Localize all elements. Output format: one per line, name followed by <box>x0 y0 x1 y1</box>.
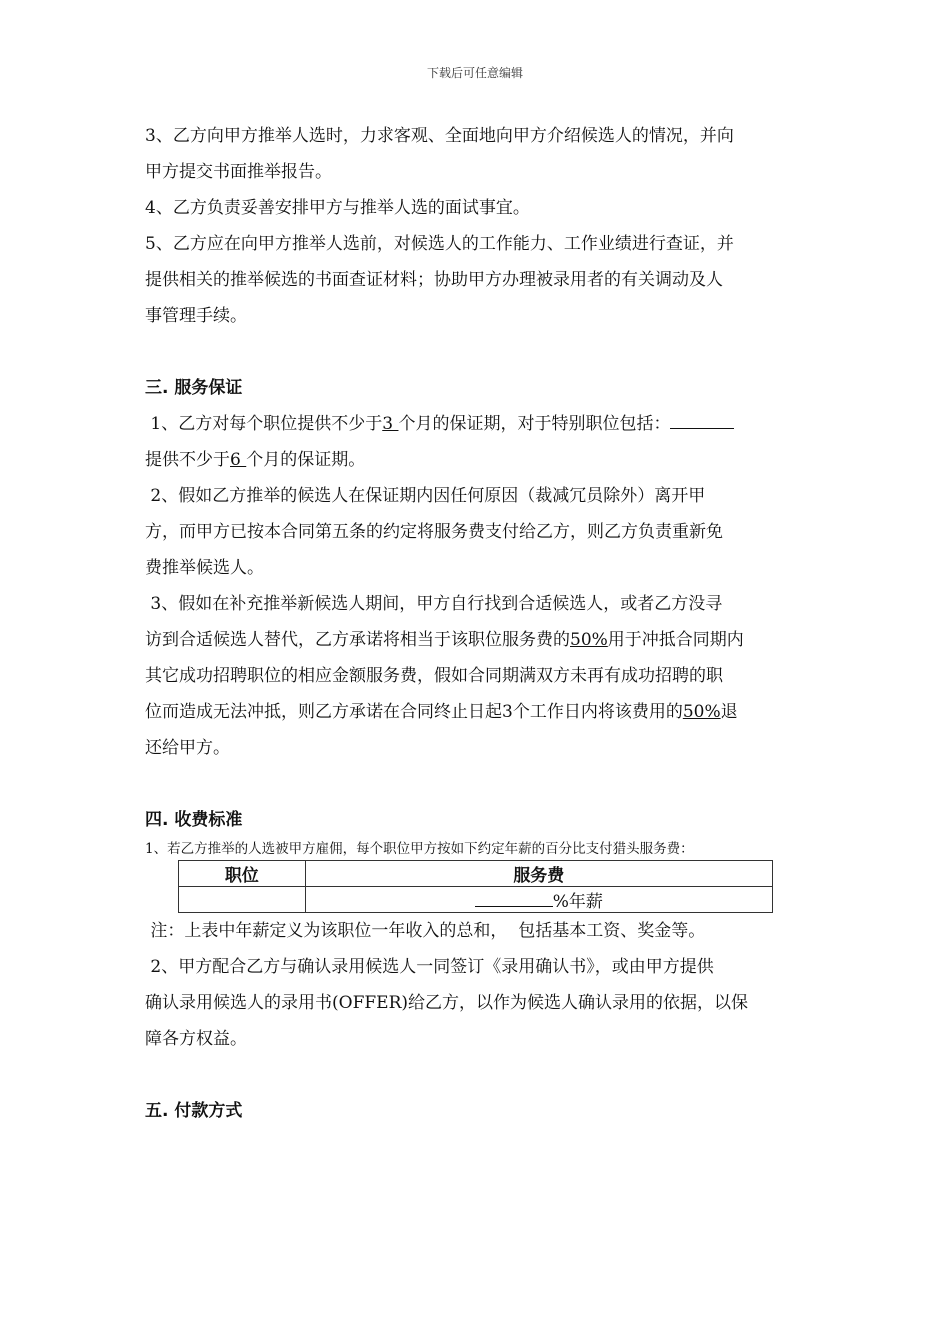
clause-3-3b-post: 用于冲抵合同期内 <box>607 630 744 650</box>
clause-4-2-line2: 确认录用候选人的录用书(OFFER)给乙方，以作为候选人确认录用的依据，以保 <box>145 993 749 1013</box>
special-guarantee-months: 6 <box>230 450 247 470</box>
clause-2-3-line2: 甲方提交书面推举报告。 <box>145 162 332 182</box>
clause-3-2-line1: 2、假如乙方推举的候选人在保证期内因任何原因（裁减冗员除外）离开甲 <box>145 486 706 506</box>
clause-3-1-line2 <box>145 442 807 478</box>
clause-4-1: 1、若乙方推举的人选被甲方雇佣，每个职位甲方按如下约定年薪的百分比支付猎头服务费： <box>145 841 694 857</box>
clause-3-2-line2: 方，而甲方已按本合同第五条的约定将服务费支付给乙方，则乙方负责重新免 <box>145 522 723 542</box>
header-note: 下载后可任意编辑 <box>426 66 523 80</box>
spacer <box>145 1057 807 1093</box>
clause-3-3-line5: 还给甲方。 <box>145 738 230 758</box>
clause-3-3d-pre: 位而造成无法冲抵，则乙方承诺在合同终止日起3个工作日内将该费用的 <box>145 702 683 722</box>
clause-3-3-line2 <box>145 622 807 658</box>
clause-4-2-line3: 障各方权益。 <box>145 1029 247 1049</box>
table-header-row <box>179 861 773 887</box>
clause-2-5-line3: 事管理手续。 <box>145 306 247 326</box>
fee-cell <box>305 887 772 913</box>
special-position-blank <box>670 412 734 429</box>
clause-3-3b-pre: 访到合适候选人替代，乙方承诺将相当于该职位服务费的 <box>145 630 570 650</box>
clause-3-3d-post: 退 <box>720 702 738 722</box>
offset-percent: 50% <box>570 630 608 650</box>
fee-suffix: %年薪 <box>552 892 603 912</box>
clause-3-1b-post: 个月的保证期。 <box>246 450 366 470</box>
position-cell <box>179 887 306 913</box>
section-4-title: 四. 收费标准 <box>145 810 243 830</box>
col-header-fee: 服务费 <box>305 861 772 887</box>
clause-2-4: 4、乙方负责妥善安排甲方与推举人选的面试事宜。 <box>145 198 530 218</box>
clause-3-3-line3: 其它成功招聘职位的相应金额服务费，假如合同期满双方未再有成功招聘的职 <box>145 666 723 686</box>
spacer <box>145 766 807 802</box>
clause-3-1-pre: 1、乙方对每个职位提供不少于 <box>145 414 383 434</box>
section-3-title: 三. 服务保证 <box>145 378 243 398</box>
clause-3-1-post: 个月的保证期，对于特别职位包括： <box>398 414 671 434</box>
section-5-title: 五. 付款方式 <box>145 1101 243 1121</box>
clause-3-3-line1: 3、假如在补充推举新候选人期间，甲方自行找到合适候选人，或者乙方没寻 <box>145 594 723 614</box>
guarantee-months: 3 <box>382 414 399 434</box>
clause-3-2-line3: 费推举候选人。 <box>145 558 264 578</box>
clause-3-1b-pre: 提供不少于 <box>145 450 230 470</box>
clause-2-5-line2: 提供相关的推举候选的书面查证材料；协助甲方办理被录用者的有关调动及人 <box>145 270 723 290</box>
table-note: 注：上表中年薪定义为该职位一年收入的总和， 包括基本工资、奖金等。 <box>145 921 706 941</box>
refund-percent: 50% <box>682 702 721 722</box>
clause-3-3-line4 <box>145 694 807 730</box>
spacer <box>145 334 807 370</box>
clause-2-5-line1: 5、乙方应在向甲方推举人选前，对候选人的工作能力、工作业绩进行查证，并 <box>145 234 734 254</box>
clause-3-1-line1 <box>145 406 807 442</box>
document-body <box>145 118 807 1129</box>
fee-blank <box>475 892 553 907</box>
table-row <box>179 887 773 913</box>
clause-2-3-line1: 3、乙方向甲方推举人选时，力求客观、全面地向甲方介绍候选人的情况，并向 <box>145 126 734 146</box>
clause-4-2-line1: 2、甲方配合乙方与确认录用候选人一同签订《录用确认书》，或由甲方提供 <box>145 957 714 977</box>
col-header-position: 职位 <box>179 861 306 887</box>
fee-table <box>178 860 773 913</box>
